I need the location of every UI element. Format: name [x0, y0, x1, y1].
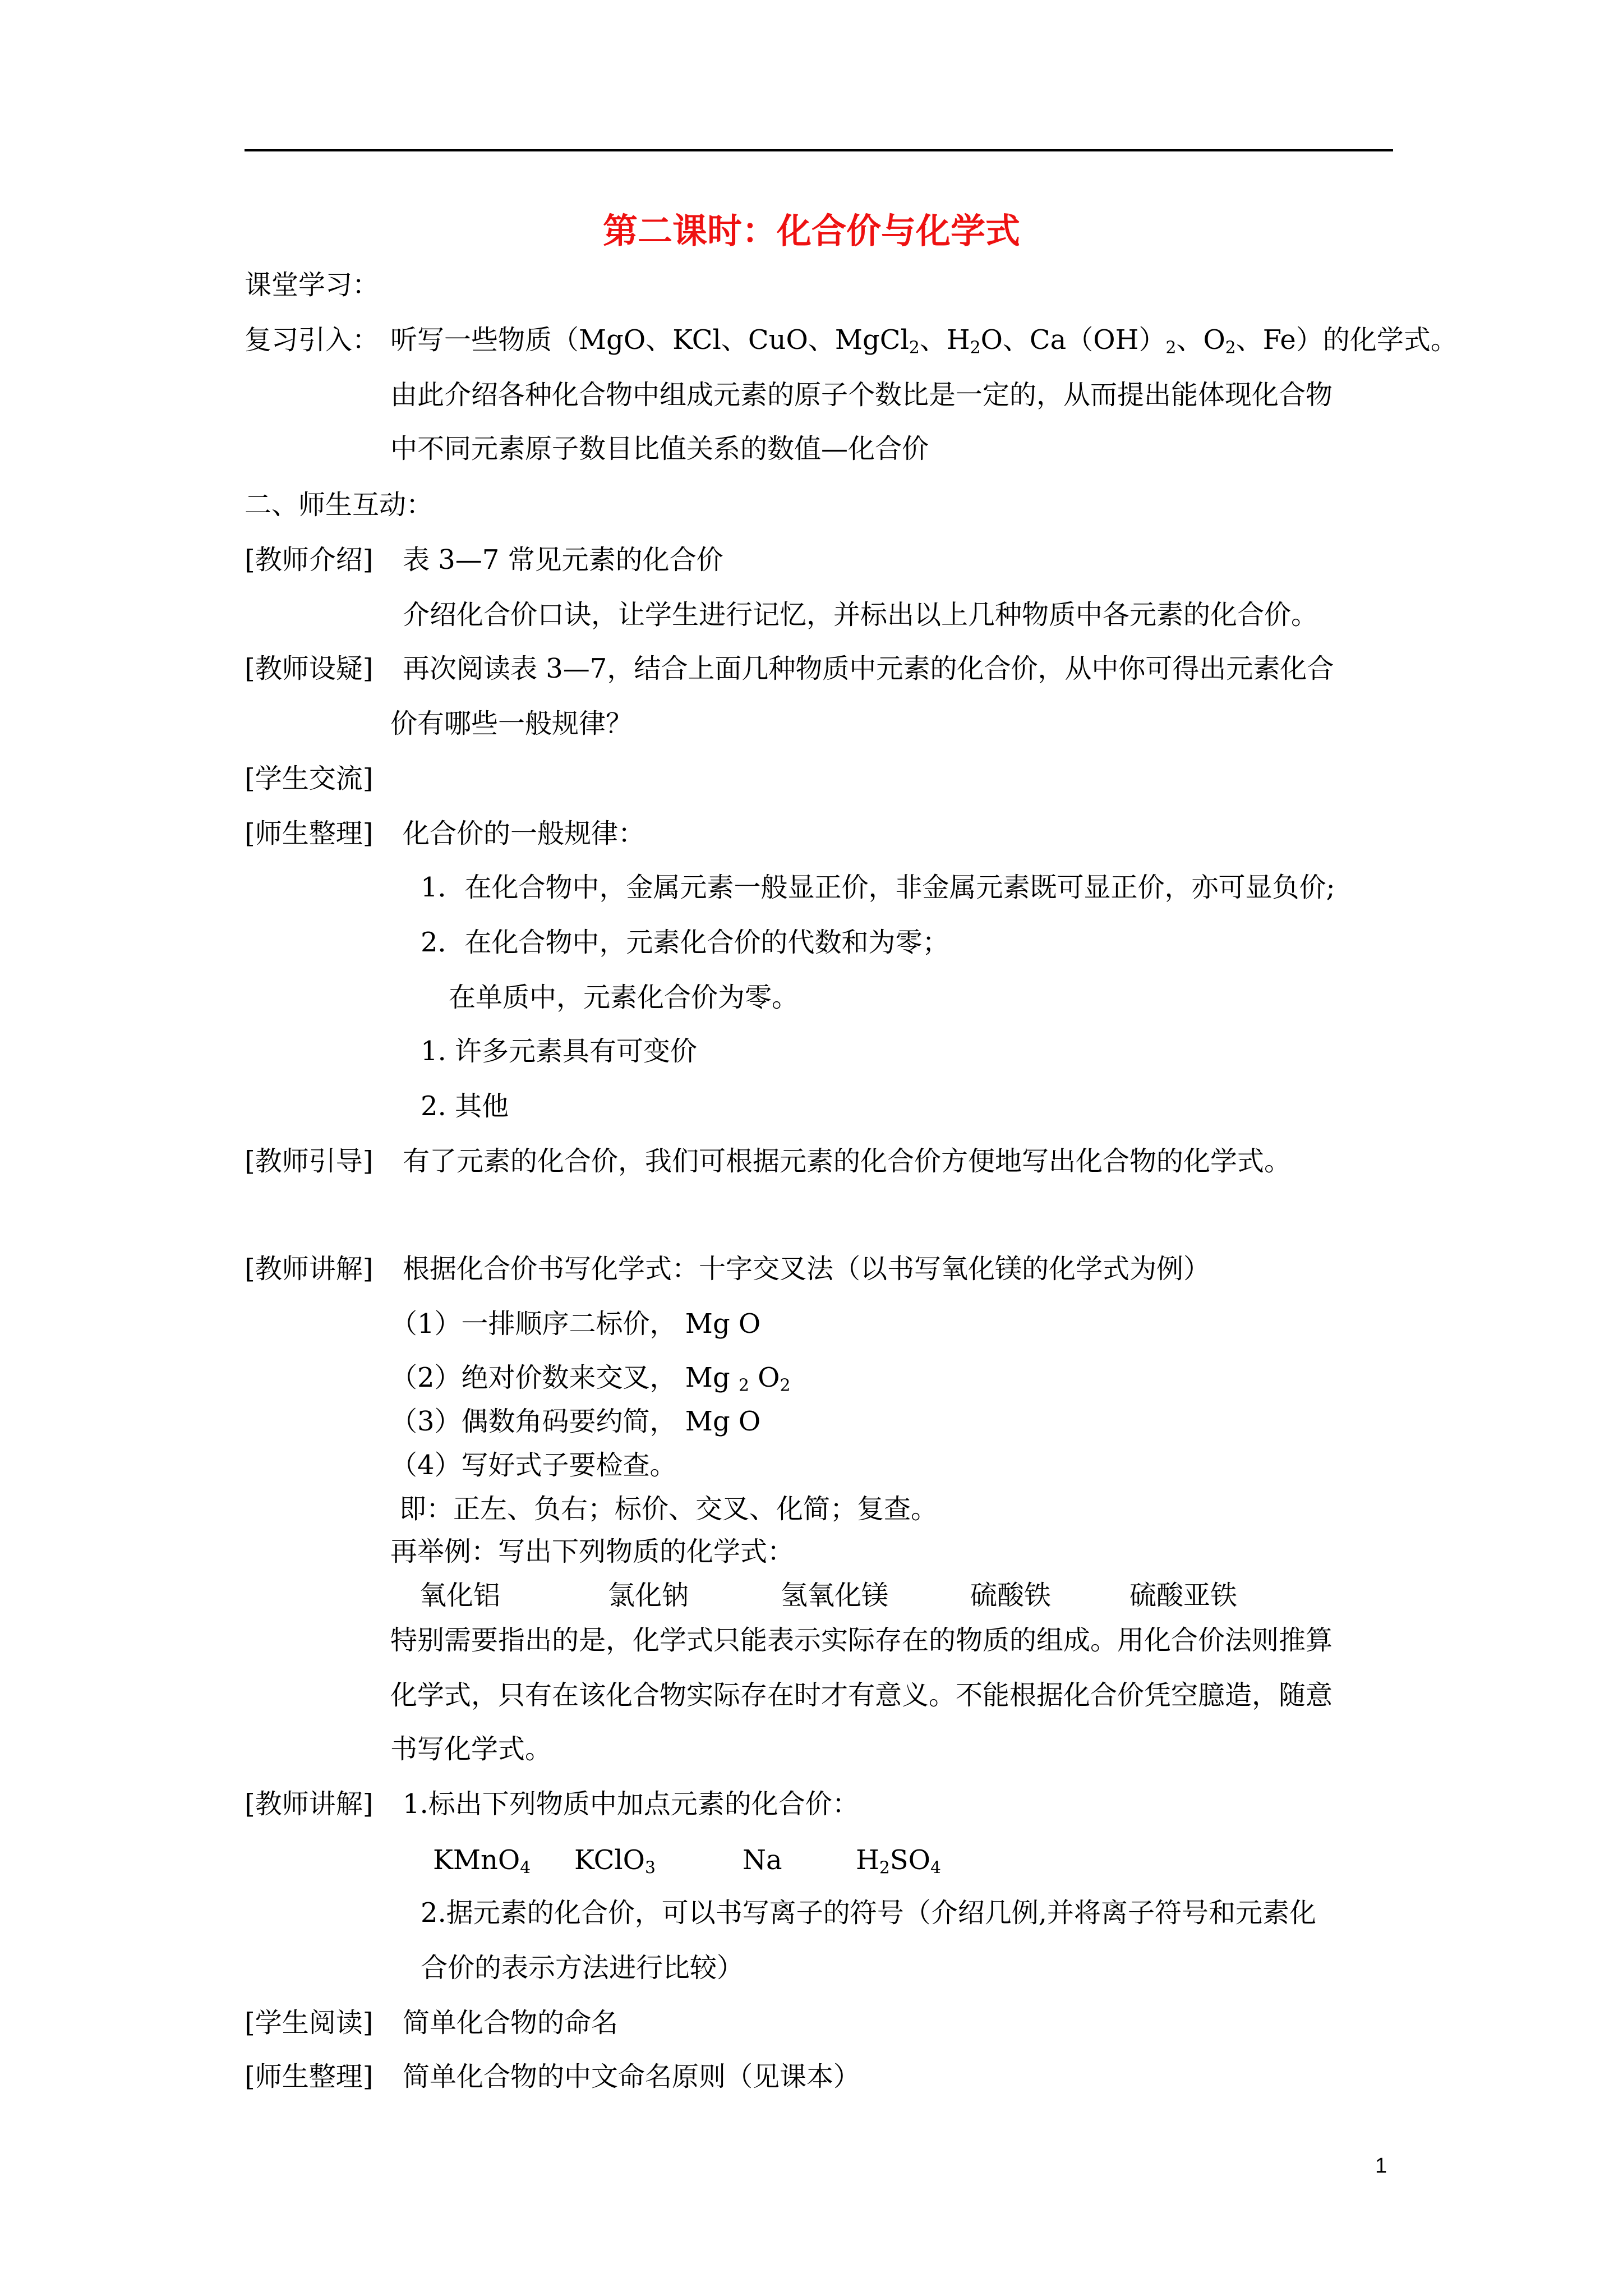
step-3: （3）偶数角码要约简， Mg O: [390, 1406, 761, 1437]
compound-5: 硫酸亚铁: [1129, 1580, 1238, 1611]
step-4: （4）写好式子要检查。: [390, 1450, 677, 1481]
rule-4: 2. 其他: [421, 1091, 509, 1122]
formula-kclo3: KClO$_3$: [574, 1844, 656, 1878]
review-line-2: 由此介绍各种化合物中组成元素的原子个数比是一定的，从而提出能体现化合物: [390, 379, 1333, 411]
step-1: （1）一排顺序二标价， Mg O: [390, 1308, 761, 1340]
review-line-1: 听写一些物质（MgO、KCl、CuO、MgCl$_2$、$H_2O$、$Ca(OH)_2$、$O_2$、Fe）的化学式。: [390, 324, 1458, 358]
rule-2: 2．在化合物中，元素化合价的代数和为零；: [421, 927, 949, 958]
compound-4: 硫酸铁: [970, 1580, 1052, 1611]
tag-student-reading: [学生阅读]: [245, 2007, 374, 2039]
step-2: （2）绝对价数来交叉， Mg $_2$ $O_2$: [390, 1362, 791, 1396]
item-2-line-2: 合价的表示方法进行比较）: [421, 1952, 744, 1984]
tag-teacher-guide: [教师引导]: [245, 1145, 374, 1177]
page-number: 1: [1375, 2154, 1387, 2178]
tag-teacher-intro: [教师介绍]: [245, 544, 374, 576]
summary-text: 化合价的一般规律：: [403, 818, 645, 849]
note-line-3: 书写化学式。: [390, 1733, 552, 1765]
classroom-heading: 课堂学习：: [245, 269, 380, 301]
item-2-line-1: 2.据元素的化合价，可以书写离子的符号（介绍几例,并将离子符号和元素化: [421, 1897, 1317, 1929]
compound-1: 氧化铝: [419, 1580, 501, 1611]
tag-teacher-question: [教师设疑]: [245, 653, 374, 684]
rule-2b: 在单质中，元素化合价为零。: [449, 982, 799, 1013]
tag-student-exchange: [学生交流]: [245, 763, 374, 794]
compound-3: 氢氧化镁: [781, 1580, 889, 1611]
tag-summary-2: [师生整理]: [245, 2061, 374, 2092]
header-rule: [245, 149, 1393, 151]
section-2-heading: 二、师生互动：: [245, 489, 434, 521]
formula-kmno4: KMnO$_4$: [433, 1844, 531, 1878]
review-label: 复习引入：: [245, 324, 380, 356]
tag-summary: [师生整理]: [245, 818, 374, 849]
tag-teacher-explain-2: [教师讲解]: [245, 1788, 374, 1820]
rule-1: 1．在化合物中，金属元素一般显正价，非金属元素既可显正价，亦可显负价;: [421, 872, 1335, 903]
tag-teacher-explain-1: [教师讲解]: [245, 1253, 374, 1285]
summary-rule: 即：正左、负右；标价、交叉、化简；复查。: [399, 1493, 938, 1525]
review-line-3: 中不同元素原子数目比值关系的数值—化合价: [390, 433, 929, 464]
explain-1-text: 根据化合价书写化学式：十字交叉法（以书写氧化镁的化学式为例）: [403, 1253, 1211, 1285]
formula-na: Na: [743, 1844, 782, 1876]
teacher-question-cont: 价有哪些一般规律？: [390, 708, 633, 739]
explain-2-text: 1.标出下列物质中加点元素的化合价：: [403, 1788, 859, 1820]
example-intro: 再举例：写出下列物质的化学式：: [390, 1536, 795, 1567]
note-line-2: 化学式，只有在该化合物实际存在时才有意义。不能根据化合价凭空臆造，随意: [390, 1680, 1333, 1711]
teacher-intro-text: 表 3—7 常见元素的化合价: [403, 544, 723, 576]
note-line-1: 特别需要指出的是，化学式只能表示实际存在的物质的组成。用化合价法则推算: [390, 1625, 1333, 1656]
summary-2-text: 简单化合物的中文命名原则（见课本）: [403, 2061, 861, 2092]
student-reading-text: 简单化合物的命名: [403, 2007, 619, 2039]
compound-2: 氯化钠: [608, 1580, 689, 1611]
rule-3: 1. 许多元素具有可变价: [421, 1036, 698, 1067]
teacher-intro-sub: 介绍化合价口诀，让学生进行记忆，并标出以上几种物质中各元素的化合价。: [403, 599, 1318, 631]
teacher-guide-text: 有了元素的化合价，我们可根据元素的化合价方便地写出化合物的化学式。: [403, 1145, 1292, 1177]
teacher-question-text: 再次阅读表 3—7，结合上面几种物质中元素的化合价，从中你可得出元素化合: [403, 653, 1334, 684]
formula-h2so4: $H_2SO_4$: [856, 1844, 941, 1878]
page-title: 第二课时：化合价与化学式: [602, 210, 1020, 251]
